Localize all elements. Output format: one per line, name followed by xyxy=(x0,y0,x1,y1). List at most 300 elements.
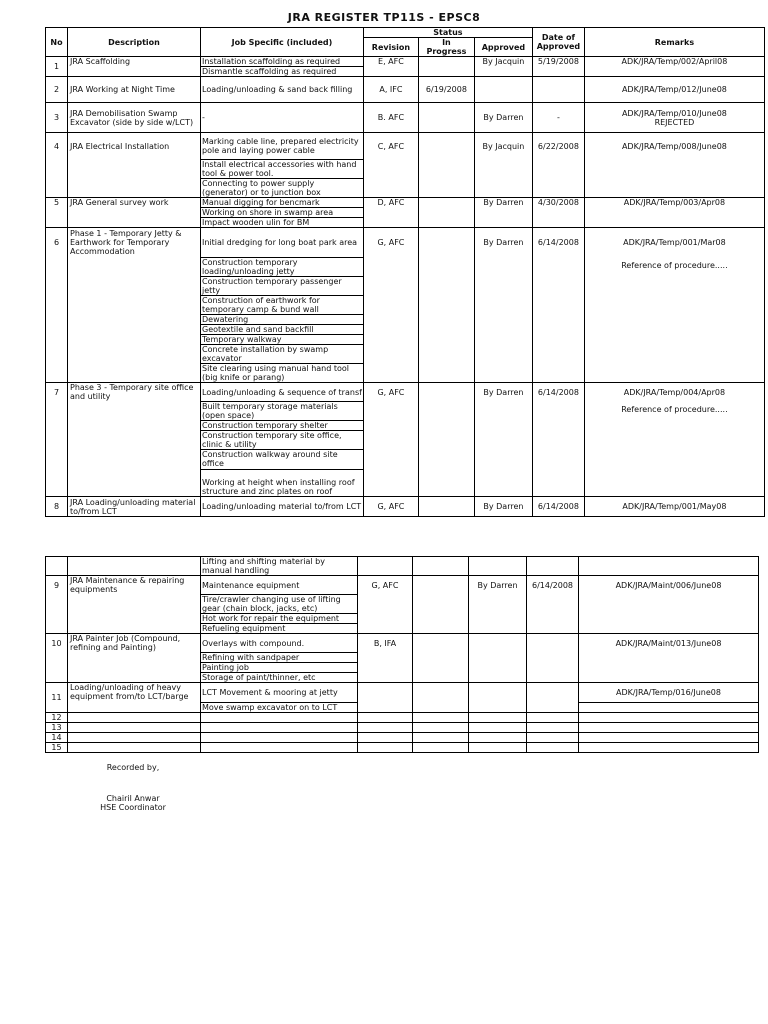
recorded-by-label: Recorded by, xyxy=(106,763,160,772)
blank-cell xyxy=(46,335,68,345)
blank-cell xyxy=(363,160,418,179)
blank-cell xyxy=(474,470,532,497)
blank-cell xyxy=(358,663,413,673)
row-description: JRA Electrical Installation xyxy=(68,133,201,160)
blank-cell xyxy=(474,345,532,364)
blank-cell xyxy=(46,614,68,624)
blank-cell xyxy=(363,421,418,431)
header-date-line-1: Date of xyxy=(541,33,575,42)
row-revision: G, AFC xyxy=(363,383,418,402)
job-item: - xyxy=(201,103,364,133)
blank-cell xyxy=(527,624,579,634)
blank-cell xyxy=(68,421,201,431)
blank-cell xyxy=(474,335,532,345)
row-approved: By Jacquin xyxy=(474,57,532,77)
table-row xyxy=(46,614,759,624)
blank-cell xyxy=(363,179,418,198)
blank-cell xyxy=(358,723,413,733)
blank-cell xyxy=(46,160,68,179)
blank-cell xyxy=(584,179,764,198)
row-no: 11 xyxy=(46,683,68,713)
blank-cell xyxy=(469,713,527,723)
row-date: 6/14/2008 xyxy=(527,576,579,595)
blank-cell xyxy=(68,431,201,450)
remarks-reference-procedure: Reference of procedure..... xyxy=(584,258,764,383)
table-row xyxy=(46,576,759,595)
blank-cell xyxy=(46,364,68,383)
header-date-of-approved xyxy=(532,28,584,57)
row-remarks: ADK/JRA/Temp/012/June08 xyxy=(584,77,764,103)
row-approved: By Darren xyxy=(474,103,532,133)
row-remarks: ADK/JRA/Temp/016/June08 xyxy=(579,683,759,703)
header-status: Status xyxy=(363,28,532,38)
blank-cell xyxy=(418,345,474,364)
blank-cell xyxy=(418,421,474,431)
blank-cell xyxy=(46,595,68,614)
blank-cell xyxy=(469,614,527,624)
job-item: Move swamp excavator on to LCT xyxy=(201,703,358,713)
blank-cell xyxy=(46,296,68,315)
blank-cell xyxy=(418,179,474,198)
blank-cell xyxy=(363,296,418,315)
blank-cell xyxy=(579,614,759,624)
blank-cell xyxy=(46,431,68,450)
remarks-reference-procedure: Reference of procedure..... xyxy=(584,402,764,497)
blank-cell xyxy=(532,179,584,198)
blank-cell xyxy=(68,743,201,753)
row-in-progress xyxy=(418,383,474,402)
header-approved: Approved xyxy=(474,38,532,57)
blank-cell xyxy=(532,315,584,325)
table-row xyxy=(46,160,765,179)
blank-cell xyxy=(363,258,418,277)
job-item: Geotextile and sand backfill xyxy=(201,325,364,335)
job-item: Refueling equipment xyxy=(201,624,358,634)
table-row xyxy=(46,723,759,733)
blank-cell xyxy=(579,653,759,663)
blank-cell xyxy=(532,364,584,383)
row-remarks: ADK/JRA/Maint/013/June08 xyxy=(579,634,759,653)
blank-cell xyxy=(46,450,68,470)
row-no: 7 xyxy=(46,383,68,402)
blank-cell xyxy=(469,624,527,634)
row-remarks: ADK/JRA/Temp/003/Apr08 xyxy=(584,198,764,228)
blank-cell xyxy=(46,557,68,576)
blank-cell xyxy=(358,614,413,624)
row-revision: D, AFC xyxy=(363,198,418,228)
row-date: - xyxy=(532,103,584,133)
row-description: JRA Painter Job (Compound, refining and Painting) xyxy=(68,634,201,653)
blank-cell xyxy=(46,663,68,673)
blank-cell xyxy=(413,614,469,624)
blank-cell xyxy=(46,470,68,497)
blank-cell xyxy=(532,258,584,277)
blank-cell xyxy=(363,345,418,364)
blank-cell xyxy=(474,315,532,325)
blank-cell xyxy=(469,663,527,673)
job-item: Impact wooden ulin for BM xyxy=(201,218,364,228)
row-revision xyxy=(358,683,413,713)
row-approved: By Darren xyxy=(469,576,527,595)
table-row xyxy=(46,595,759,614)
blank-cell xyxy=(579,595,759,614)
row-in-progress xyxy=(418,57,474,77)
row-no: 13 xyxy=(46,723,68,733)
row-no: 5 xyxy=(46,198,68,228)
blank-cell xyxy=(358,624,413,634)
blank-cell xyxy=(68,595,201,614)
blank-cell xyxy=(474,364,532,383)
row-approved xyxy=(469,683,527,713)
row-in-progress: 6/19/2008 xyxy=(418,77,474,103)
blank-cell xyxy=(584,160,764,179)
blank-cell xyxy=(579,624,759,634)
blank-cell xyxy=(68,335,201,345)
blank-cell xyxy=(579,723,759,733)
blank-cell xyxy=(474,421,532,431)
row-approved: By Darren xyxy=(474,497,532,517)
table-row xyxy=(46,634,759,653)
blank-cell xyxy=(469,595,527,614)
blank-cell xyxy=(532,402,584,421)
job-item: Refining with sandpaper xyxy=(201,653,358,663)
blank-cell xyxy=(363,364,418,383)
blank-cell xyxy=(469,673,527,683)
blank-cell xyxy=(68,557,201,576)
table-row xyxy=(46,653,759,663)
row-date: 6/14/2008 xyxy=(532,383,584,402)
row-date: 4/30/2008 xyxy=(532,198,584,228)
jra-register-table xyxy=(45,27,765,517)
table-row xyxy=(46,683,759,703)
row-no: 9 xyxy=(46,576,68,595)
job-item: Construction temporary site office, clinic & utility xyxy=(201,431,364,450)
row-remarks: ADK/JRA/Temp/002/April08 xyxy=(584,57,764,77)
blank-cell xyxy=(469,723,527,733)
row-no: 15 xyxy=(46,743,68,753)
row-revision: B, IFA xyxy=(358,634,413,653)
blank-cell xyxy=(68,315,201,325)
row-revision: B. AFC xyxy=(363,103,418,133)
row-description: JRA Maintenance & repairing equipments xyxy=(68,576,201,595)
blank-cell xyxy=(418,470,474,497)
blank-cell xyxy=(363,431,418,450)
blank-cell xyxy=(474,160,532,179)
blank-cell xyxy=(474,179,532,198)
blank-cell xyxy=(68,450,201,470)
blank-cell xyxy=(527,663,579,673)
blank-cell xyxy=(68,624,201,634)
blank-cell xyxy=(418,431,474,450)
recorder-position: HSE Coordinator xyxy=(100,803,166,812)
job-item: Lifting and shifting material by manual handling xyxy=(201,557,358,576)
row-in-progress xyxy=(413,683,469,713)
table-row xyxy=(46,133,765,160)
blank-cell xyxy=(363,325,418,335)
table-row xyxy=(46,402,765,421)
blank-cell xyxy=(418,450,474,470)
row-no: 8 xyxy=(46,497,68,517)
header-revision: Revision xyxy=(363,38,418,57)
blank-cell xyxy=(68,733,201,743)
blank-cell xyxy=(418,160,474,179)
row-revision: E, AFC xyxy=(363,57,418,77)
blank-cell xyxy=(201,743,358,753)
row-description: JRA Working at Night Time xyxy=(68,77,201,103)
blank-cell xyxy=(532,431,584,450)
remarks-status: REJECTED xyxy=(654,117,695,127)
row-date xyxy=(532,77,584,103)
row-description: Loading/unloading of heavy equipment from/to LCT/barge xyxy=(68,683,201,713)
row-in-progress xyxy=(413,576,469,595)
blank-cell xyxy=(413,624,469,634)
blank-cell xyxy=(532,345,584,364)
row-approved xyxy=(474,77,532,103)
blank-cell xyxy=(68,345,201,364)
blank-cell xyxy=(469,557,527,576)
blank-cell xyxy=(532,450,584,470)
blank-cell xyxy=(532,470,584,497)
job-item: Construction walkway around site office xyxy=(201,450,364,470)
blank-cell xyxy=(68,258,201,277)
blank-cell xyxy=(418,296,474,315)
job-item: Hot work for repair the equipment xyxy=(201,614,358,624)
table-row xyxy=(46,258,765,277)
header-no: No xyxy=(46,28,68,57)
job-item: Install electrical accessories with hand tool & power tool. xyxy=(201,160,364,179)
blank-cell xyxy=(418,402,474,421)
blank-cell xyxy=(579,663,759,673)
job-item: Concrete installation by swamp excavator xyxy=(201,345,364,364)
recorder-name: Chairil Anwar xyxy=(106,794,160,803)
header-job-specific: Job Specific (included) xyxy=(201,28,364,57)
job-item: Manual digging for bencmark xyxy=(201,198,364,208)
row-approved: By Darren xyxy=(474,383,532,402)
table-row xyxy=(46,743,759,753)
row-in-progress xyxy=(418,103,474,133)
row-revision: G, AFC xyxy=(363,228,418,258)
row-remarks: ADK/JRA/Temp/008/June08 xyxy=(584,133,764,160)
blank-cell xyxy=(68,179,201,198)
blank-cell xyxy=(68,713,201,723)
blank-cell xyxy=(469,653,527,663)
job-item: Working on shore in swamp area xyxy=(201,208,364,218)
job-item: Initial dredging for long boat park area xyxy=(201,228,364,258)
blank-cell xyxy=(532,325,584,335)
blank-cell xyxy=(469,733,527,743)
blank-cell xyxy=(579,733,759,743)
row-no: 10 xyxy=(46,634,68,653)
job-item: Built temporary storage materials (open space) xyxy=(201,402,364,421)
blank-cell xyxy=(358,733,413,743)
job-item: Loading/unloading & sand back filling xyxy=(201,77,364,103)
row-description: JRA Scaffolding xyxy=(68,57,201,77)
blank-cell xyxy=(46,258,68,277)
blank-cell xyxy=(413,673,469,683)
job-item: Construction of earthwork for temporary camp & bund wall xyxy=(201,296,364,315)
row-no: 4 xyxy=(46,133,68,160)
row-remarks: ADK/JRA/Temp/004/Apr08 xyxy=(584,383,764,402)
row-no: 14 xyxy=(46,733,68,743)
blank-cell xyxy=(532,421,584,431)
row-revision: G, AFC xyxy=(358,576,413,595)
blank-cell xyxy=(413,723,469,733)
blank-cell xyxy=(363,277,418,296)
table-row xyxy=(46,624,759,634)
table-row xyxy=(46,663,759,673)
table-row xyxy=(46,57,765,67)
row-date: 6/14/2008 xyxy=(532,228,584,258)
blank-cell xyxy=(201,713,358,723)
blank-cell xyxy=(527,557,579,576)
row-no: 12 xyxy=(46,713,68,723)
job-item: Construction temporary loading/unloading jetty xyxy=(201,258,364,277)
table-row xyxy=(46,103,765,133)
blank-cell xyxy=(363,402,418,421)
blank-cell xyxy=(532,296,584,315)
blank-cell xyxy=(474,277,532,296)
blank-cell xyxy=(68,325,201,335)
job-item: Loading/unloading material to/from LCT xyxy=(201,497,364,517)
blank-cell xyxy=(474,258,532,277)
blank-cell xyxy=(68,470,201,497)
blank-cell xyxy=(413,733,469,743)
blank-cell xyxy=(46,624,68,634)
blank-cell xyxy=(527,743,579,753)
blank-cell xyxy=(68,614,201,624)
blank-cell xyxy=(358,595,413,614)
row-date xyxy=(527,683,579,713)
blank-cell xyxy=(68,663,201,673)
job-item: Working at height when installing roof structure and zinc plates on roof xyxy=(201,470,364,497)
row-revision: C, AFC xyxy=(363,133,418,160)
blank-cell xyxy=(579,557,759,576)
blank-cell xyxy=(68,296,201,315)
job-item: Dismantle scaffolding as required xyxy=(201,67,364,77)
blank-cell xyxy=(527,733,579,743)
table-row xyxy=(46,198,765,208)
blank-cell xyxy=(363,315,418,325)
blank-cell xyxy=(532,335,584,345)
job-item: Tire/crawler changing use of lifting gear (chain block, jacks, etc) xyxy=(201,595,358,614)
row-approved: By Jacquin xyxy=(474,133,532,160)
blank-cell xyxy=(418,364,474,383)
blank-cell xyxy=(46,325,68,335)
blank-cell xyxy=(579,743,759,753)
blank-cell xyxy=(418,315,474,325)
row-approved: By Darren xyxy=(474,228,532,258)
blank-cell xyxy=(532,160,584,179)
blank-cell xyxy=(46,179,68,198)
blank-cell xyxy=(527,713,579,723)
table-row xyxy=(46,713,759,723)
row-in-progress xyxy=(418,133,474,160)
blank-cell xyxy=(579,713,759,723)
row-revision: G, AFC xyxy=(363,497,418,517)
page-title: JRA REGISTER TP11S - EPSC8 xyxy=(287,11,481,24)
remarks-reference: ADK/JRA/Temp/010/June08 xyxy=(621,108,727,118)
blank-cell xyxy=(363,470,418,497)
blank-cell xyxy=(579,673,759,683)
blank-cell xyxy=(413,713,469,723)
header-date-line-2: Approved xyxy=(536,42,581,51)
job-item: Overlays with compound. xyxy=(201,634,358,653)
blank-cell xyxy=(527,653,579,663)
row-in-progress xyxy=(418,497,474,517)
blank-cell xyxy=(474,431,532,450)
blank-cell xyxy=(418,277,474,296)
blank-cell xyxy=(46,315,68,325)
job-item: Storage of paint/thinner, etc xyxy=(201,673,358,683)
job-item: Loading/unloading & sequence of transf xyxy=(201,383,364,402)
blank-cell xyxy=(527,723,579,733)
row-no: 2 xyxy=(46,77,68,103)
blank-cell xyxy=(413,595,469,614)
job-item: Construction temporary shelter xyxy=(201,421,364,431)
row-remarks xyxy=(584,103,764,133)
row-date: 6/22/2008 xyxy=(532,133,584,160)
job-item: Painting job xyxy=(201,663,358,673)
blank-cell xyxy=(474,296,532,315)
blank-cell xyxy=(46,653,68,663)
row-description: Phase 1 - Temporary Jetty & Earthwork for Temporary Accommodation xyxy=(68,228,201,258)
blank-cell xyxy=(358,557,413,576)
table-row xyxy=(46,179,765,198)
row-date: 5/19/2008 xyxy=(532,57,584,77)
row-no: 3 xyxy=(46,103,68,133)
blank-cell xyxy=(474,325,532,335)
job-item: Maintenance equipment xyxy=(201,576,358,595)
blank-cell xyxy=(363,450,418,470)
job-item: Installation scaffolding as required xyxy=(201,57,364,67)
blank-cell xyxy=(68,160,201,179)
row-in-progress xyxy=(413,634,469,653)
row-description: JRA General survey work xyxy=(68,198,201,228)
row-in-progress xyxy=(418,198,474,228)
table-row xyxy=(46,383,765,402)
table-row xyxy=(46,557,759,576)
blank-cell xyxy=(413,557,469,576)
table-row xyxy=(46,497,765,517)
table-row xyxy=(46,228,765,258)
job-item: Dewatering xyxy=(201,315,364,325)
row-approved xyxy=(469,634,527,653)
blank-cell xyxy=(413,653,469,663)
job-item: Construction temporary passenger jetty xyxy=(201,277,364,296)
row-remarks: ADK/JRA/Temp/001/Mar08 xyxy=(584,228,764,258)
row-description: JRA Demobilisation Swamp Excavator (side by side w/LCT) xyxy=(68,103,201,133)
table-row xyxy=(46,733,759,743)
blank-cell xyxy=(201,723,358,733)
blank-cell xyxy=(532,277,584,296)
blank-cell xyxy=(418,258,474,277)
blank-cell xyxy=(418,325,474,335)
blank-cell xyxy=(68,673,201,683)
row-no: 1 xyxy=(46,57,68,77)
blank-cell xyxy=(46,277,68,296)
row-revision: A, IFC xyxy=(363,77,418,103)
job-item: Connecting to power supply (generator) or to junction box xyxy=(201,179,364,198)
blank-cell xyxy=(413,743,469,753)
job-item: Site clearing using manual hand tool (big knife or parang) xyxy=(201,364,364,383)
job-item: Temporary walkway xyxy=(201,335,364,345)
blank-cell xyxy=(46,402,68,421)
row-approved: By Darren xyxy=(474,198,532,228)
blank-cell xyxy=(358,653,413,663)
job-item: Marking cable line, prepared electricity pole and laying power cable xyxy=(201,133,364,160)
job-item: LCT Movement & mooring at jetty xyxy=(201,683,358,703)
blank-cell xyxy=(474,450,532,470)
